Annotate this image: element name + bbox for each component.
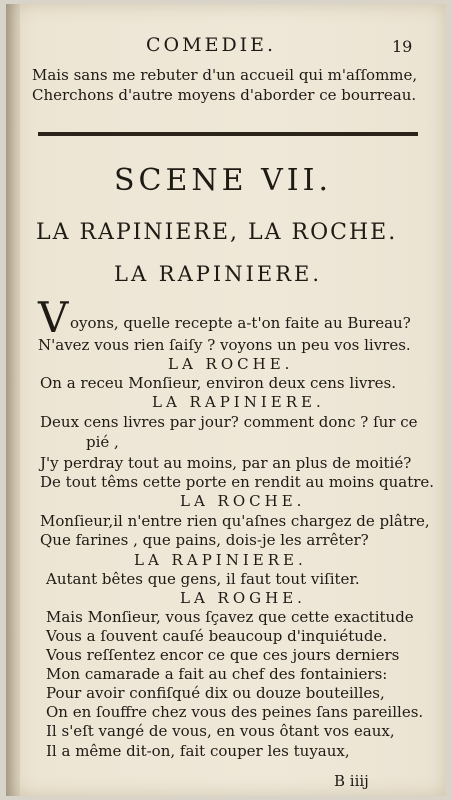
verse-line: Vous reſſentez encor ce que ces jours derniers xyxy=(46,646,400,664)
speaker-heading: LA ROCHE. xyxy=(168,355,294,373)
verse-line: Mais Monſieur, vous ſçavez que cette exactitude xyxy=(46,608,414,626)
verse-line: Autant bêtes que gens, il faut tout viſiter. xyxy=(46,570,360,588)
verse-line: Que farines , que pains, dois-je les arrêter? xyxy=(40,531,369,549)
verse-line: Monſieur,il n'entre rien qu'aſnes chargez de plâtre, xyxy=(40,512,430,530)
verse-line: Vous a ſouvent cauſé beaucoup d'inquiétude. xyxy=(46,627,388,645)
verse-line: Il s'eſt vangé de vous, en vous ôtant vos eaux, xyxy=(46,722,395,740)
verse-line: Pour avoir confiſqué dix ou douze bouteilles, xyxy=(46,684,385,702)
verse-line: Deux cens livres par jour? comment donc ? ſur ce xyxy=(40,413,418,431)
speaker-heading: LA ROCHE. xyxy=(180,492,306,510)
verse-line: Il a même dit-on, fait couper les tuyaux, xyxy=(46,742,350,760)
running-title: COMEDIE. xyxy=(146,34,277,56)
verse-line: Cherchons d'autre moyens d'aborder ce bourreau. xyxy=(32,86,417,104)
drop-cap: V xyxy=(38,293,69,342)
verse-line: N'avez vous rien ſaiſy ? voyons un peu vos livres. xyxy=(38,336,411,354)
verse-line: De tout têms cette porte en rendit au moins quatre. xyxy=(40,473,435,491)
verse-line: Mais sans me rebuter d'un accueil qui m'aſſomme, xyxy=(32,66,418,84)
speaker-heading: LA RAPINIERE. xyxy=(152,393,325,411)
signature-mark: B iiij xyxy=(334,772,369,790)
page-number: 19 xyxy=(392,37,413,56)
speaker-heading: LA ROGHE. xyxy=(180,589,306,607)
page-gutter xyxy=(6,4,20,796)
verse-line: Mon camarade a fait au chef des fontainiers: xyxy=(46,665,388,683)
verse-line: J'y perdray tout au moins, par an plus de moitié? xyxy=(40,454,412,472)
characters-line: LA RAPINIERE, LA ROCHE. xyxy=(36,220,398,245)
scene-title: SCENE VII. xyxy=(114,163,332,198)
verse-line: On en ſouffre chez vous des peines ſans pareilles. xyxy=(46,703,424,721)
verse-line: pié , xyxy=(86,433,119,451)
verse-line: oyons, quelle recepte a-t'on faite au Bureau? xyxy=(70,314,411,332)
verse-line: On a receu Monſieur, environ deux cens livres. xyxy=(40,374,396,392)
speaker-heading: LA RAPINIERE. xyxy=(114,262,323,286)
section-rule xyxy=(38,132,418,136)
speaker-heading: LA RAPINIERE. xyxy=(134,551,307,569)
